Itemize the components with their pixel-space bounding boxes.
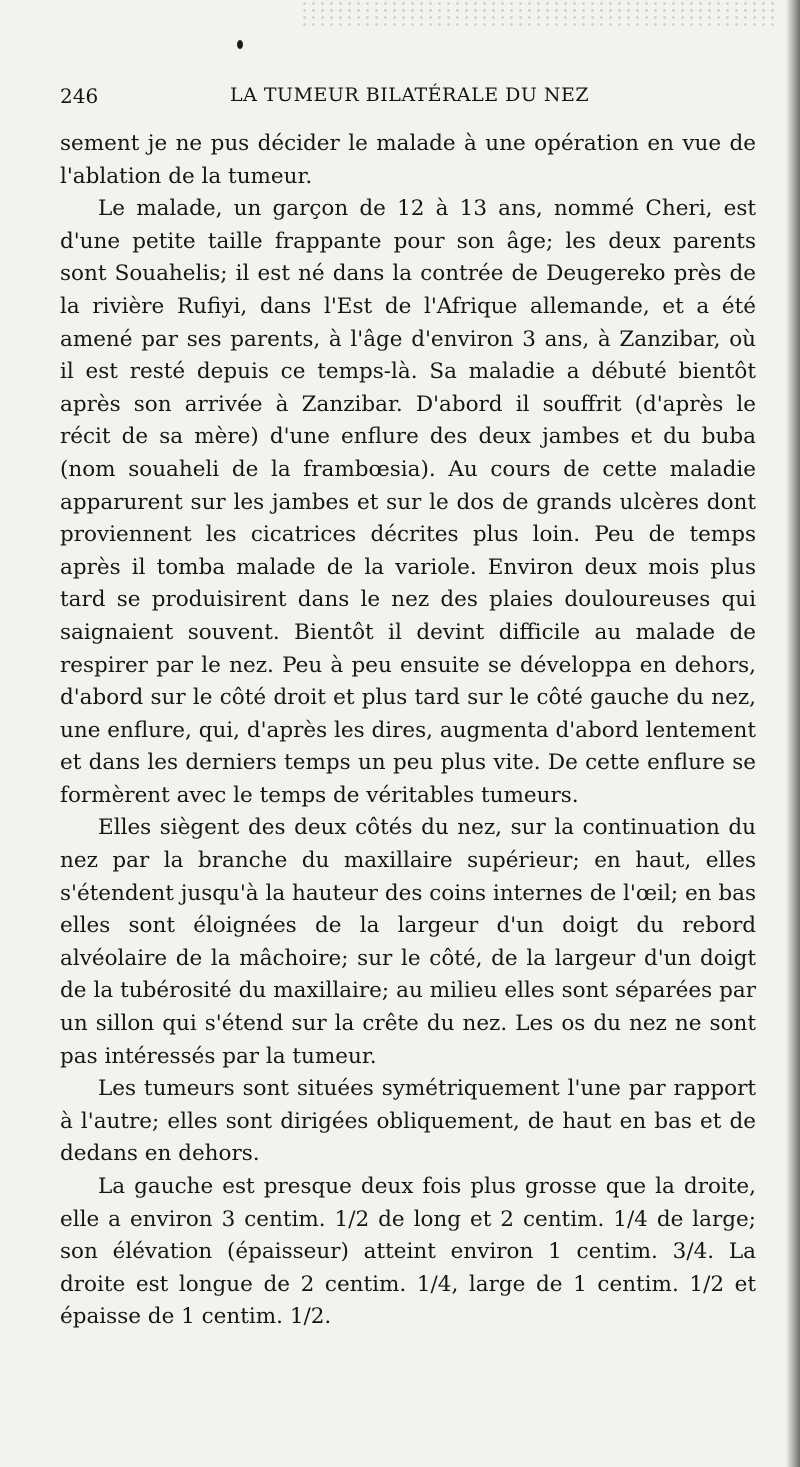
running-title: LA TUMEUR BILATÉRALE DU NEZ bbox=[230, 84, 590, 106]
body-text bbox=[60, 128, 756, 1334]
page-edge-shadow bbox=[786, 0, 800, 1467]
scan-noise bbox=[300, 0, 780, 28]
paragraph: La gauche est presque deux fois plus grosse que la droite, elle a environ 3 centim. 1/2 de long et 2 centim. 1/4 de large; son élévation (épaisseur) atteint environ 1 centim. 3/4. La droite est longue de 2 centim. 1/4, large de 1 centim. 1/2 et épaisse de 1 centim. 1/2. bbox=[60, 1174, 756, 1330]
page-header bbox=[60, 84, 760, 114]
page-number: 246 bbox=[60, 84, 99, 108]
ink-speck bbox=[237, 40, 243, 49]
paragraph: Les tumeurs sont situées symétriquement l'une par rapport à l'autre; elles sont dirigées obliquement, de haut en bas et de dedans en dehors. bbox=[60, 1076, 756, 1167]
paragraph: Le malade, un garçon de 12 à 13 ans, nommé Cheri, est d'une petite taille frappante pour son âge; les deux parents sont Souahelis; il est né dans la contrée de Deugereko près de la rivière Rufiyi, dans l'Est de l'Afrique allemande, et a été amené par ses parents, à l'âge d'environ 3 ans, à Zanzibar, où il est resté depuis ce temps-là. Sa maladie a débuté bientôt après son arrivée à Zanzibar. D'abord il souffrit (d'après le récit de sa mère) d'une enflure des deux jambes et du buba (nom souaheli de la frambœsia). Au cours de cette maladie apparurent sur les jambes et sur le dos de grands ulcères dont proviennent les cicatrices décrites plus loin. Peu de temps après il tomba malade de la variole. Environ deux mois plus tard se produisirent dans le nez des plaies douloureuses qui saignaient souvent. Bientôt il devint difficile au malade de respirer par le nez. Peu à peu ensuite se développa en dehors, d'abord sur le côté droit et plus tard sur le côté gauche du nez, une enflure, qui, d'après les dires, augmenta d'abord lentement et dans les derniers temps un peu plus vite. De cette enflure se formèrent avec le temps de véritables tumeurs. bbox=[60, 196, 756, 808]
paragraph: Elles siègent des deux côtés du nez, sur la continuation du nez par la branche du maxillaire supérieur; en haut, elles s'étendent jusqu'à la hauteur des coins internes de l'œil; en bas elles sont éloignées de la largeur d'un doigt du rebord alvéolaire de la mâchoire; sur le côté, de la largeur d'un doigt de la tubérosité du maxillaire; au milieu elles sont séparées par un sillon qui s'étend sur la crête du nez. Les os du nez ne sont pas intéressés par la tumeur. bbox=[60, 815, 756, 1069]
paragraph-continuation: sement je ne pus décider le malade à une opération en vue de l'ablation de la tumeur. bbox=[60, 131, 756, 189]
